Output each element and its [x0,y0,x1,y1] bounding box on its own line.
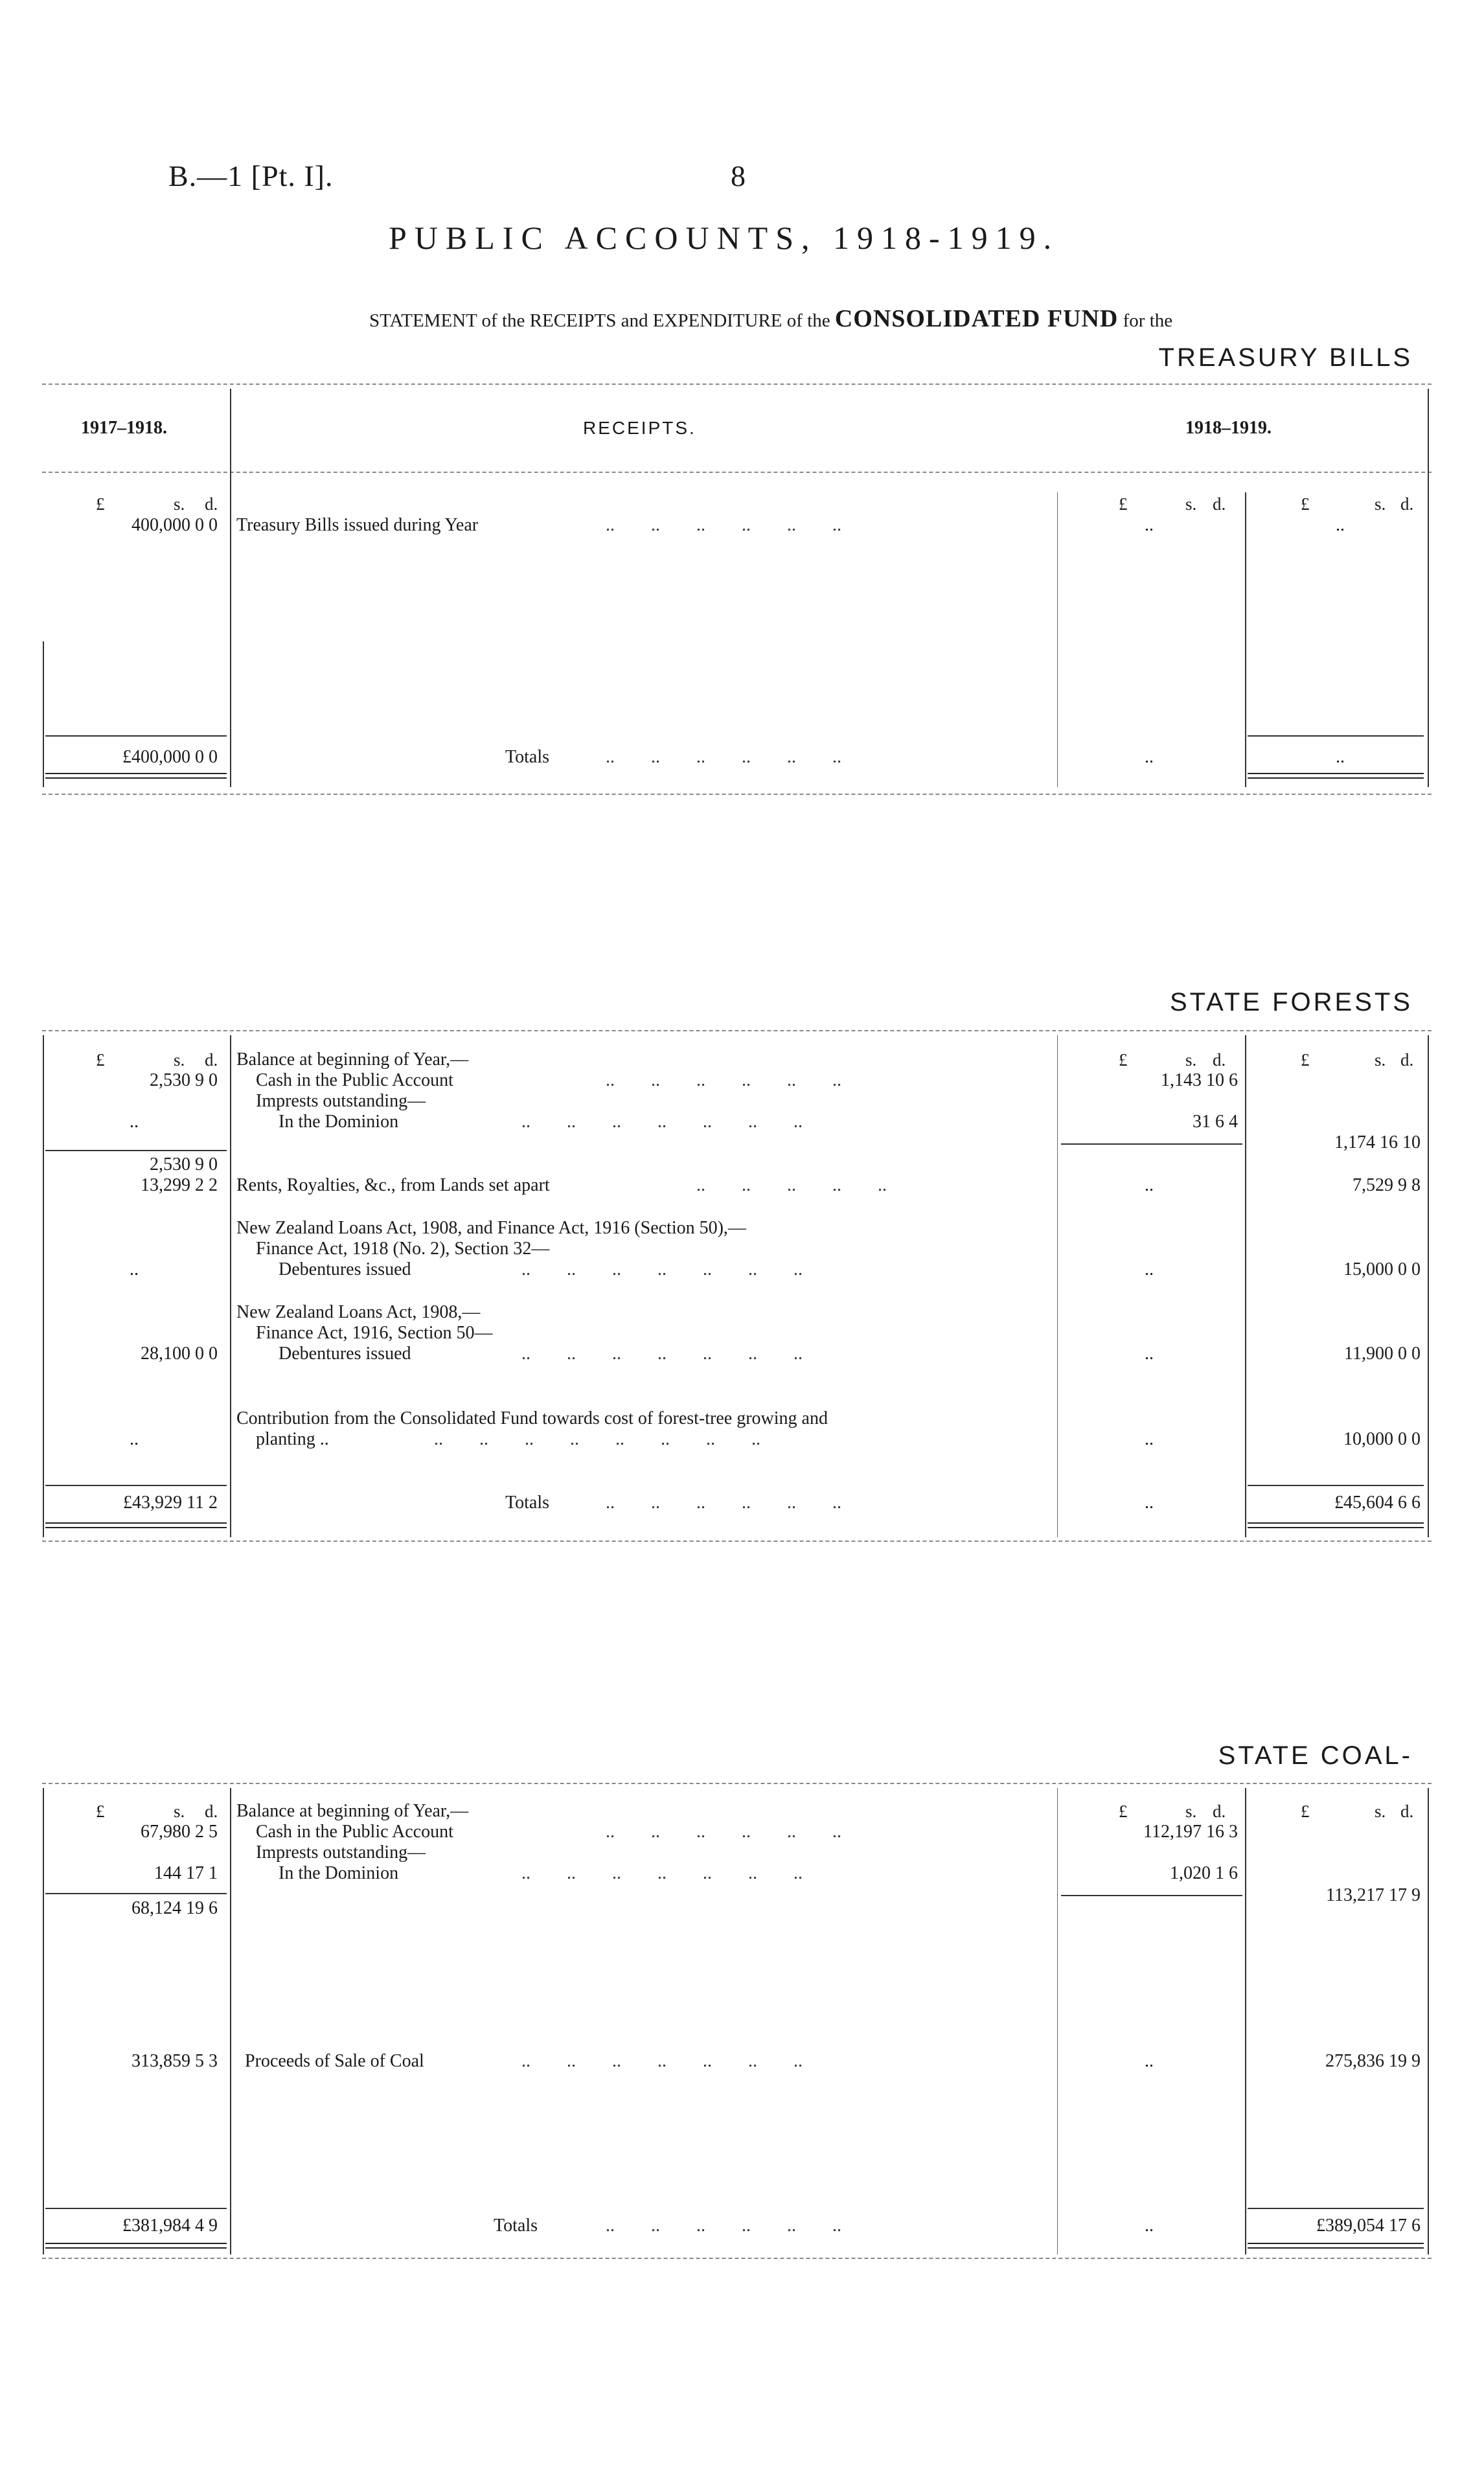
debentures-prev-year: 28,100 0 0 [141,1344,218,1364]
currency-header-pence: d. [1213,1802,1226,1821]
rule [1061,1143,1242,1145]
totals-total: £389,054 17 6 [1316,2216,1421,2236]
debentures-subtotal: .. [1145,1259,1154,1279]
rule [42,794,1432,795]
col-divider [43,1035,44,1537]
debentures-total: 15,000 0 0 [1343,1259,1421,1279]
currency-header-shillings: s. [1375,1050,1386,1070]
leader-dots: .. .. .. .. .. .. .. [521,1259,803,1279]
balance-label: Balance at beginning of Year,— [236,1049,469,1070]
debentures-label: Debentures issued [279,1259,411,1279]
currency-header-shillings: s. [1375,494,1386,514]
dominion-label: In the Dominion [279,1112,399,1132]
currency-header-pounds: £ [1119,1050,1128,1070]
rule [42,1783,1432,1784]
sale-prev-year: 313,859 5 3 [131,2051,218,2071]
totals-label: Totals [494,2216,538,2236]
col-divider [230,1035,231,1537]
double-rule [45,773,227,779]
rents-prev-year: 13,299 2 2 [141,1175,218,1195]
column-header-prev-year: 1917–1918. [81,418,167,438]
balance-label: Balance at beginning of Year,— [236,1801,469,1821]
totals-prev-year: £43,929 11 2 [123,1493,218,1513]
col-divider [1428,1035,1429,1537]
currency-header-shillings: s. [174,1802,185,1821]
rule [1248,735,1424,737]
col-divider [1428,389,1429,787]
rule [45,2208,227,2209]
leader-dots: .. .. .. .. .. .. [606,1493,841,1513]
rule [1248,1485,1424,1486]
leader-dots: .. .. .. .. .. .. [606,2216,841,2236]
subtitle-fund-name: CONSOLIDATED FUND [834,305,1119,332]
leader-dots: .. .. .. .. .. .. .. .. [434,1429,760,1449]
statement-subtitle [369,304,1172,333]
rule [42,1030,1432,1031]
col-divider [1245,1035,1246,1537]
contribution-label-cont: planting .. [256,1429,329,1449]
totals-subtotal: .. [1145,1493,1154,1513]
column-header-receipts: RECEIPTS. [583,418,696,438]
leader-dots: .. .. .. .. .. .. [606,1070,841,1090]
contribution-label: Contribution from the Consolidated Fund towards cost of forest-tree growing and [236,1408,828,1428]
finance-act-label: Finance Act, 1916, Section 50— [256,1323,493,1343]
currency-header-pounds: £ [96,494,105,514]
rule [1248,2208,1424,2209]
receipt-label: Treasury Bills issued during Year [236,515,479,535]
cash-prev-year: 2,530 9 0 [150,1070,218,1090]
dominion-prev-year: 144 17 1 [154,1863,218,1883]
col-divider [1057,1035,1058,1537]
cash-subtotal: 1,143 10 6 [1161,1070,1238,1090]
col-divider [43,1788,44,2254]
balance-prev-total: 68,124 19 6 [131,1898,218,1918]
cash-label: Cash in the Public Account [256,1822,453,1842]
subtitle-suffix: for the [1123,310,1173,331]
currency-header-shillings: s. [1375,1802,1386,1821]
leader-dots: .. .. .. .. .. .. [606,1822,841,1842]
balance-prev-total: 2,530 9 0 [150,1154,218,1175]
rule [45,1150,227,1151]
leader-dots: .. .. .. .. .. .. [606,747,841,767]
cash-subtotal: 112,197 16 3 [1143,1822,1238,1842]
debentures-total: 11,900 0 0 [1344,1344,1421,1364]
rule [42,472,1432,473]
currency-header-pence: d. [205,494,218,514]
currency-header-pence: d. [205,1802,218,1821]
rule [45,1893,227,1894]
currency-header-pounds: £ [1301,494,1310,514]
totals-total: .. [1336,747,1345,767]
debentures-subtotal: .. [1145,1344,1154,1364]
currency-header-shillings: s. [174,1050,185,1070]
totals-prev-year: £381,984 4 9 [122,2216,218,2236]
subtotal-amount: .. [1145,515,1154,535]
debentures-prev-year: .. [130,1259,139,1279]
rule [45,735,227,737]
currency-header-pounds: £ [1301,1802,1310,1821]
rents-subtotal: .. [1145,1175,1154,1195]
rule [1061,1895,1242,1896]
currency-header-pounds: £ [96,1050,105,1070]
document-reference: B.—1 [Pt. I]. [168,159,334,192]
col-divider [230,389,231,787]
section-heading-state-forests: STATE FORESTS [1170,988,1413,1016]
page-number: 8 [731,159,746,192]
subtitle-prefix: STATEMENT of the RECEIPTS and EXPENDITURE of the [369,310,830,331]
col-divider [1428,1788,1429,2254]
rents-label: Rents, Royalties, &c., from Lands set apart [236,1175,550,1195]
currency-header-shillings: s. [1185,1050,1197,1070]
double-rule [45,2243,227,2249]
col-divider [230,1788,231,2254]
double-rule [1248,773,1424,779]
leader-dots: .. .. .. .. .. .. .. [521,2051,803,2071]
currency-header-pence: d. [1400,494,1414,514]
currency-header-shillings: s. [174,494,185,514]
finance-act-label: Finance Act, 1918 (No. 2), Section 32— [256,1239,550,1259]
totals-label: Totals [505,747,550,767]
debentures-label: Debentures issued [279,1344,411,1364]
dominion-label: In the Dominion [279,1863,399,1883]
currency-header-pounds: £ [96,1802,105,1821]
loans-act-label: New Zealand Loans Act, 1908, and Finance Act, 1916 (Section 50),— [236,1218,746,1238]
totals-label: Totals [505,1493,550,1513]
leader-dots: .. .. .. .. .. .. [606,515,841,535]
currency-header-pounds: £ [1119,494,1128,514]
currency-header-pounds: £ [1119,1802,1128,1821]
prev-year-amount: 400,000 0 0 [131,515,218,535]
currency-header-pence: d. [1213,1050,1226,1070]
dominion-subtotal: 31 6 4 [1193,1112,1238,1132]
col-divider [1245,492,1246,787]
rule [42,1541,1432,1542]
col-divider [1057,492,1058,787]
section-heading-state-coal: STATE COAL- [1218,1741,1413,1770]
rule [45,1485,227,1486]
balance-total: 113,217 17 9 [1326,1885,1421,1905]
rule [42,2258,1432,2259]
col-divider [1057,1788,1058,2254]
totals-subtotal: .. [1145,747,1154,767]
contribution-subtotal: .. [1145,1429,1154,1449]
currency-header-pence: d. [1400,1050,1414,1070]
currency-header-pence: d. [205,1050,218,1070]
double-rule [45,1522,227,1528]
double-rule [1248,1522,1424,1528]
totals-subtotal: .. [1145,2216,1154,2236]
leader-dots: .. .. .. .. .. [696,1175,887,1195]
currency-header-pence: d. [1400,1802,1414,1821]
section-heading-treasury-bills: TREASURY BILLS [1158,343,1413,372]
page-title: PUBLIC ACCOUNTS, 1918-1919. [389,220,1060,256]
rents-total: 7,529 9 8 [1353,1175,1421,1195]
sale-total: 275,836 19 9 [1325,2051,1421,2071]
leader-dots: .. .. .. .. .. .. .. [521,1344,803,1364]
contribution-prev-year: .. [130,1429,139,1449]
dominion-prev-year: .. [130,1112,139,1132]
totals-total: £45,604 6 6 [1334,1493,1421,1513]
imprests-label: Imprests outstanding— [256,1842,426,1862]
column-header-curr-year: 1918–1919. [1185,418,1272,438]
totals-prev-year: £400,000 0 0 [122,747,218,767]
col-divider [43,641,44,787]
sale-label: Proceeds of Sale of Coal [245,2051,424,2071]
currency-header-pence: d. [1213,494,1226,514]
imprests-label: Imprests outstanding— [256,1091,426,1111]
currency-header-pounds: £ [1301,1050,1310,1070]
total-amount: .. [1336,515,1345,535]
loans-act-label: New Zealand Loans Act, 1908,— [236,1302,481,1322]
currency-header-shillings: s. [1185,1802,1197,1821]
rule [42,384,1432,385]
balance-total: 1,174 16 10 [1334,1132,1421,1152]
contribution-total: 10,000 0 0 [1343,1429,1421,1449]
leader-dots: .. .. .. .. .. .. .. [521,1112,803,1132]
col-divider [1245,1788,1246,2254]
cash-prev-year: 67,980 2 5 [141,1822,218,1842]
sale-subtotal: .. [1145,2051,1154,2071]
double-rule [1248,2243,1424,2249]
currency-header-shillings: s. [1185,494,1197,514]
leader-dots: .. .. .. .. .. .. .. [521,1863,803,1883]
cash-label: Cash in the Public Account [256,1070,453,1090]
dominion-subtotal: 1,020 1 6 [1170,1863,1238,1883]
